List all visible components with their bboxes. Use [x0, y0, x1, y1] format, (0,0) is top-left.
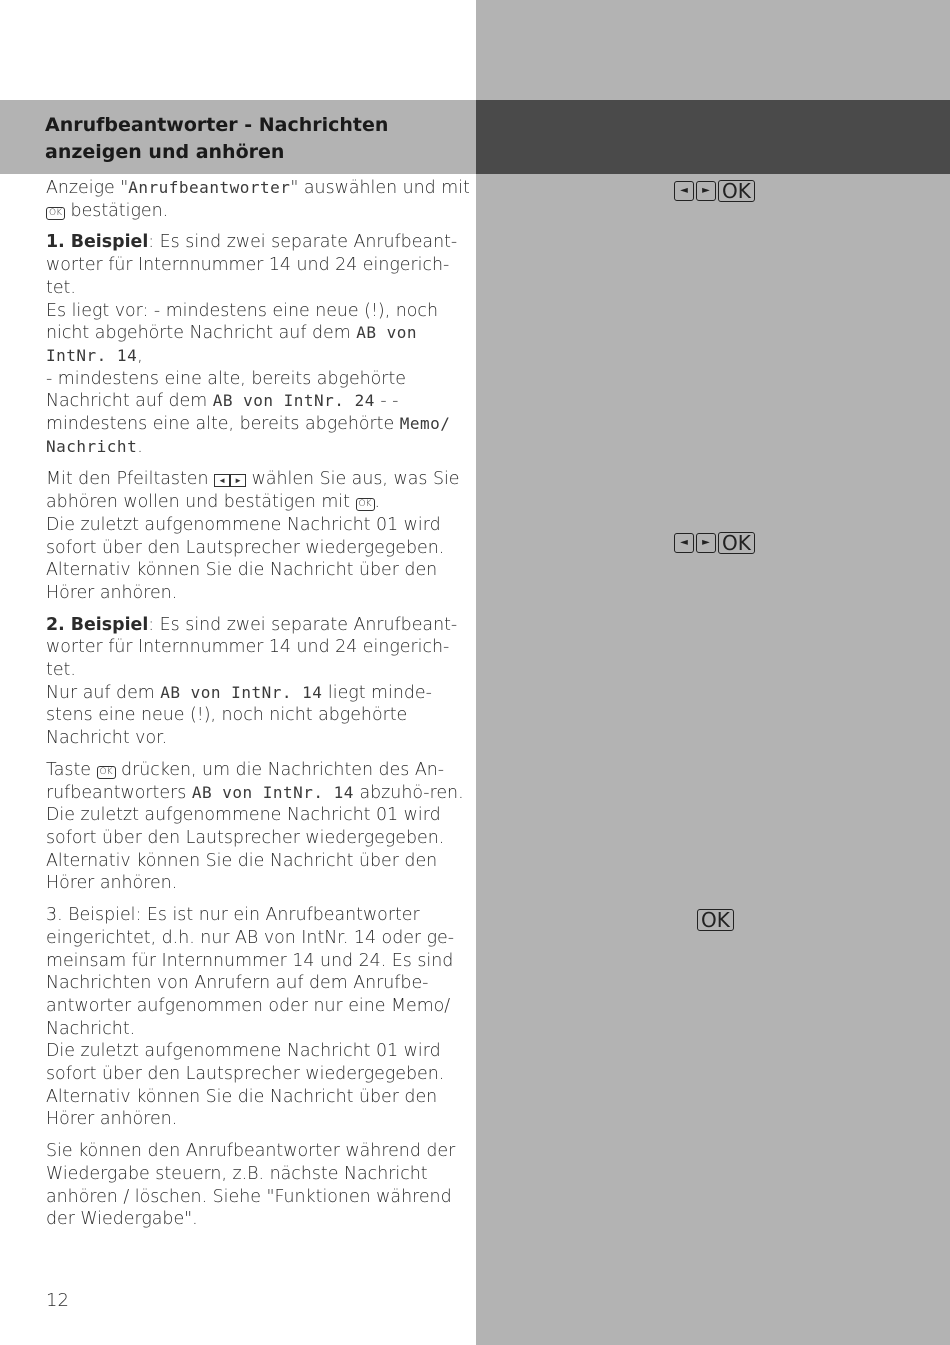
arrows-ok-keys-2 [674, 532, 755, 554]
lcd-text: AB von IntNr. 14 [160, 682, 323, 702]
example-1-detail-2: - mindestens eine alte, bereits abgehörte Nachricht auf dem AB von IntNr. 24 - - mindestens eine alte, bereits abgehörte Memo/ Nachricht. [46, 368, 451, 457]
right-arrow-key-icon: ► [696, 181, 716, 201]
example-1: 1. Beispiel: Es sind zwei separate Anrufbeant-worter für Internnummer 14 und 24 eingerich-tet. [46, 232, 458, 298]
paragraph-select: Anzeige "Anrufbeantworter" auswählen und mit OK bestätigen. [46, 178, 470, 221]
example-2-detail: Nur auf dem AB von IntNr. 14 liegt minde-stens eine neue (!), noch nicht abgehörte Nachricht vor. [46, 682, 432, 749]
paragraph-playback-control: Sie können den Anrufbeantworter während der Wiedergabe steuern, z.B. nächste Nachricht anhören / löschen. Siehe "Funktionen während der Wiedergabe". [46, 1141, 456, 1230]
lcd-text: AB von IntNr. 14 [191, 782, 354, 802]
left-arrow-key-icon: ◄ [674, 533, 694, 553]
right-arrow-key-icon: ► [696, 533, 716, 553]
ok-key-3 [697, 909, 734, 931]
lcd-text: Memo/ Nachricht [46, 414, 451, 456]
example-3: 3. Beispiel: Es ist nur ein Anrufbeantworter eingerichtet, d.h. nur AB von IntNr. 14 oder ge-meinsam für Internnummer 14 und 24. Es sind Nachrichten von Anrufern auf dem Anrufbe-antworter aufgenommen oder nur eine Memo/ Nachricht. Die zuletzt aufgenommene Nachricht 01 wird sofort über den Lautsprecher wiedergegeben. Alternativ können Sie die Nachricht über den Hörer anhören. [46, 905, 455, 1130]
arrow-keys-icon: ◄ ► [214, 467, 246, 490]
instruction-text [46, 177, 470, 1240]
left-arrow-key-icon: ◄ [674, 181, 694, 201]
paragraph-arrows: Mit den Pfeiltasten ◄ ► wählen Sie aus, was Sie abhören wollen und bestätigen mit OK . Die zuletzt aufgenommene Nachricht 01 wird sofort über den Lautsprecher wiedergegeben. Alternativ können Sie die Nachricht über den Hörer anhören. [46, 469, 460, 603]
section-title: Anrufbeantworter - Nachrichten anzeigen und anhören [45, 114, 389, 163]
example-2: 2. Beispiel: Es sind zwei separate Anrufbeant-worter für Internnummer 14 und 24 eingerich-tet. [46, 614, 458, 681]
lcd-text: AB von IntNr. 24 [212, 391, 375, 411]
example-1-detail: Es liegt vor: - mindestens eine neue (!), noch nicht abgehörte Nachricht auf dem AB von IntNr. 14, [46, 300, 439, 366]
ok-key-icon: OK [46, 207, 65, 220]
paragraph-press-ok: Taste OK drücken, um die Nachrichten des An-rufbeantworters AB von IntNr. 14 abzuhö-ren. Die zuletzt aufgenommene Nachricht 01 wird sofort über den Lautsprecher wiedergegeben. Alternativ können Sie die Nachricht über den Hörer anhören. [46, 759, 464, 894]
lcd-text: AB von IntNr. 14 [46, 323, 417, 365]
ok-key-icon: OK [718, 532, 755, 554]
header-band-right [476, 100, 950, 174]
ok-key-icon: OK [697, 909, 734, 931]
lcd-text: Anrufbeantworter [128, 178, 291, 197]
page-number: 12 [46, 1290, 69, 1311]
arrows-ok-keys-1 [674, 180, 755, 202]
ok-key-icon: OK [97, 766, 116, 779]
ok-key-icon: OK [718, 180, 755, 202]
ok-key-icon: OK [356, 498, 375, 511]
